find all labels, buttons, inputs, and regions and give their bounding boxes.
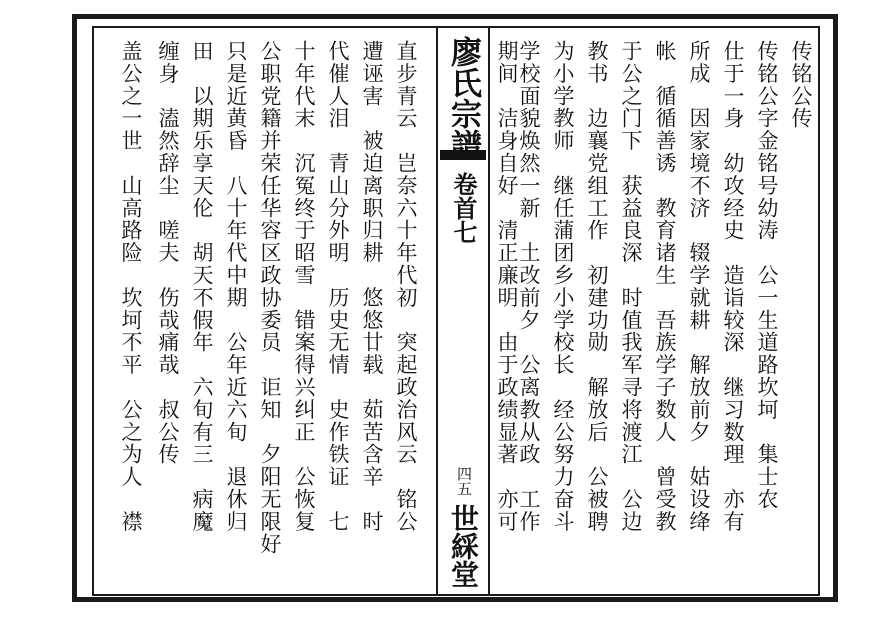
page-number: 四五: [455, 466, 473, 496]
text-column: 代催人泪 青山分外明 历史无情 史作铁证 七: [326, 40, 350, 533]
text-column: 直步青云 岂奈六十年代初 突起政治风云 铭公: [394, 40, 418, 533]
text-column: 盖公之一世 山高路险 坎坷不平 公之为人 襟: [119, 40, 143, 533]
text-column: 缠身 溘然辞尘 嗟夫 伤哉痛哉 叔公传: [156, 40, 180, 466]
text-column: 于公之门下 获益良深 时值我军寻将渡江 公边: [619, 40, 643, 533]
text-column: 田 以期乐享天伦 胡天不假年 六旬有三 病魔: [190, 40, 214, 533]
text-column: 公职党籍并荣任华容区政协委员 讵知 夕阳无限好: [258, 40, 282, 556]
hall-name: 世綵堂: [447, 504, 480, 588]
text-column: 帐 循循善诱 教育诸生 吾族学子数人 曾受教: [653, 40, 677, 533]
text-column: 只是近黄昏 八十年代中期 公年近六旬 退休归: [224, 40, 248, 533]
text-column: 教书 边襄党组工作 初建功勋 解放后 公被聘: [585, 40, 609, 533]
text-column: 遭诬害 被迫离职归耕 悠悠廿载 茹苦含辛 时: [360, 40, 384, 533]
text-column: 仕于一身 幼攻经史 造诣较深 继习数理 亦有: [721, 40, 745, 533]
text-column: 期间 洁身自好 清正廉明 由于政绩显著 亦可: [495, 40, 519, 533]
text-column: 为小学教师 继任蒲团乡小学校长 经公努力奋斗: [551, 40, 575, 533]
text-column: 学校面貌焕然一新 土改前夕 公离教从政 工作: [517, 40, 541, 533]
text-column: 十年代末 沉冤终于昭雪 错案得兴纠正 公恢复: [292, 40, 316, 533]
text-column: 传铭公字金铭号幼涛 公一生道路坎坷 集士农: [755, 40, 779, 511]
genealogy-title: 廖氏宗譜: [445, 36, 481, 160]
text-column: 所成 因家境不济 辍学就耕 解放前夕 姑设绛: [687, 40, 711, 533]
volume-label: 卷首七: [449, 172, 478, 244]
text-column: 传铭公传: [789, 40, 813, 130]
